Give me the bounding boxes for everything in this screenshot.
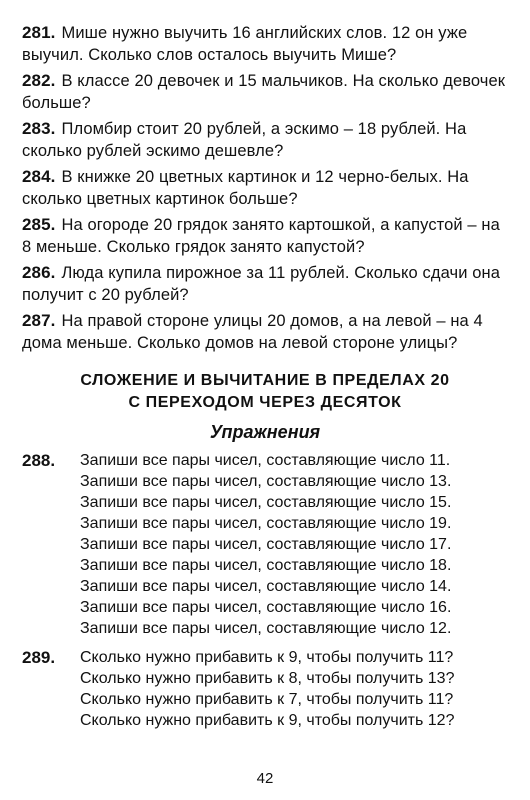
problem-283 — [22, 118, 508, 162]
exercise-number: 288. — [22, 451, 56, 470]
problem-number: 287. — [22, 311, 56, 330]
problem-number: 281. — [22, 23, 56, 42]
problem-text: В книжке 20 цветных картинок и 12 черно-белых. На сколько цветных картинок больше? — [22, 168, 469, 208]
problem-284 — [22, 166, 508, 210]
section-heading-line-1: СЛОЖЕНИЕ И ВЫЧИТАНИЕ В ПРЕДЕЛАХ 20 — [80, 372, 450, 389]
section-subtitle: Упражнения — [209, 422, 321, 442]
problem-285 — [22, 214, 508, 258]
problem-number: 282. — [22, 71, 56, 90]
exercise-line: Сколько нужно прибавить к 9, чтобы получить 11? — [80, 649, 454, 666]
exercise-line: Сколько нужно прибавить к 7, чтобы получить 11? — [80, 691, 454, 708]
problem-number: 284. — [22, 167, 56, 186]
section-heading-line-2: С ПЕРЕХОДОМ ЧЕРЕЗ ДЕСЯТОК — [128, 394, 402, 411]
section-heading — [22, 370, 508, 414]
problem-text: Люда купила пирожное за 11 рублей. Сколько сдачи она получит с 20 рублей? — [22, 264, 500, 304]
exercise-line: Запиши все пары чисел, составляющие число 18. — [80, 557, 452, 574]
problem-number: 283. — [22, 119, 56, 138]
exercise-number: 289. — [22, 648, 56, 667]
problem-text: Мише нужно выучить 16 английских слов. 12 он уже выучил. Сколько слов осталось выучить Мише? — [22, 24, 468, 64]
exercise-line: Сколько нужно прибавить к 8, чтобы получить 13? — [80, 670, 455, 687]
problem-text: На огороде 20 грядок занято картошкой, а капустой – на 8 меньше. Сколько грядок занято капустой? — [22, 216, 500, 256]
exercise-line: Запиши все пары чисел, составляющие число 16. — [80, 599, 452, 616]
exercise-288 — [22, 450, 508, 639]
exercise-lines — [80, 450, 508, 639]
exercise-line: Запиши все пары чисел, составляющие число 13. — [80, 473, 452, 490]
problem-text: На правой стороне улицы 20 домов, а на левой – на 4 дома меньше. Сколько домов на левой стороне улицы? — [22, 312, 483, 352]
page-number: 42 — [256, 770, 274, 787]
exercise-line: Запиши все пары чисел, составляющие число 15. — [80, 494, 452, 511]
exercise-line: Сколько нужно прибавить к 9, чтобы получить 12? — [80, 712, 455, 729]
exercise-line: Запиши все пары чисел, составляющие число 17. — [80, 536, 452, 553]
problem-287 — [22, 310, 508, 354]
problem-text: Пломбир стоит 20 рублей, а эскимо – 18 рублей. На сколько рублей эскимо дешевле? — [22, 120, 467, 160]
problem-281 — [22, 22, 508, 66]
exercise-289 — [22, 647, 508, 731]
problem-number: 286. — [22, 263, 56, 282]
exercise-lines — [80, 647, 508, 731]
exercise-line: Запиши все пары чисел, составляющие число 11. — [80, 452, 451, 469]
exercise-line: Запиши все пары чисел, составляющие число 19. — [80, 515, 452, 532]
exercise-line: Запиши все пары чисел, составляющие число 12. — [80, 620, 452, 637]
problem-286 — [22, 262, 508, 306]
problem-number: 285. — [22, 215, 56, 234]
problem-282 — [22, 70, 508, 114]
problem-text: В классе 20 девочек и 15 мальчиков. На сколько девочек больше? — [22, 72, 506, 112]
exercise-line: Запиши все пары чисел, составляющие число 14. — [80, 578, 452, 595]
